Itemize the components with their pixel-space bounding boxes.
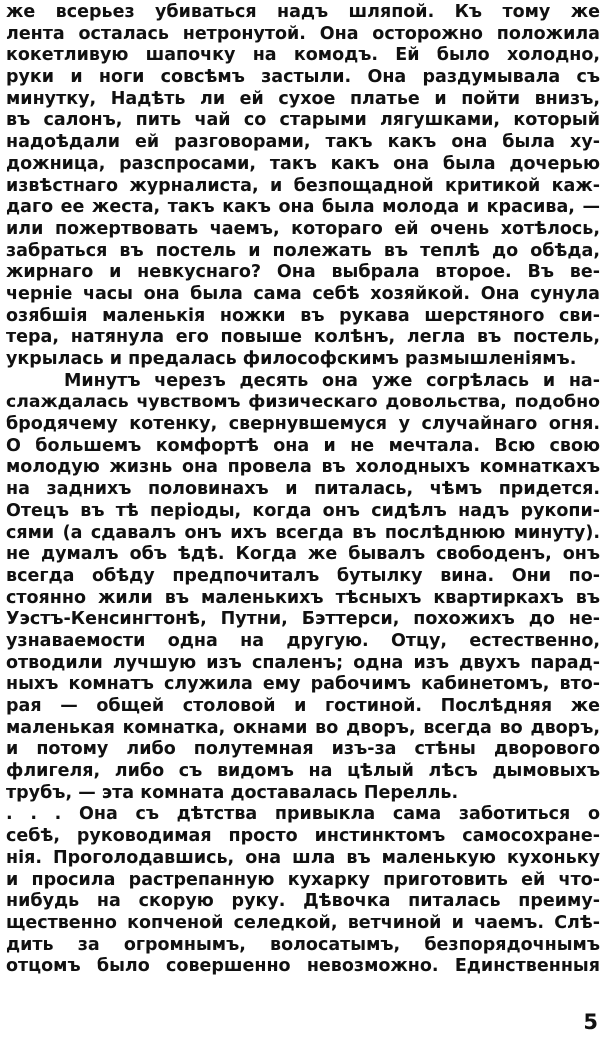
text-line: и потому либо полутемная изъ-за стѣны дворового [6,739,600,760]
text-line: въ салонъ, пить чай со старыми лягушками, который [6,110,600,131]
text-line: всегда обѣду предпочиталъ бутылку вина. Они по- [6,565,600,586]
text-line: . . . Она съ дѣтства привыкла сама заботиться о [6,804,600,825]
text-line: озябшія маленькія ножки въ рукава шерстяного сви- [6,305,600,326]
text-line: Уэстъ-Кенсингтонѣ, Путни, Бэттерси, похожихъ до не- [6,609,600,630]
text-line: сями (а сдавалъ онъ ихъ всегда въ послѣднюю минуту). [6,522,600,543]
text-line: себѣ, руководимая просто инстинктомъ самосохране- [6,826,600,847]
text-line: минутку, Надѣть ли ей сухое платье и пойти внизъ, [6,88,600,109]
text-line: отводили лучшую изъ спаленъ; одна изъ двухъ парад- [6,652,600,673]
text-line: же всерьез убиваться надъ шляпой. Къ тому же [6,2,600,22]
text-line: тера, натянула его повыше колѣнъ, легла въ постель, [6,327,600,348]
text-line: жирнаго и невкуснаго? Она выбрала второе. Въ ве- [6,262,600,283]
text-line: надоѣдали ей разговорами, такъ какъ она была ху- [6,132,600,153]
text-line: отцомъ было совершенно невозможно. Единственныя [6,956,600,977]
text-line: нія. Проголодавшись, она шла въ маленькую кухоньку [6,847,600,868]
text-line: руки и ноги совсѣмъ застыли. Она раздумывала съ [6,67,600,88]
text-line: узнаваемости одна на другую. Отцу, естественно, [6,630,600,651]
text-line: извѣстнаго журналиста, и безпощадной критикой каж- [6,175,600,196]
text-line: лента осталась нетронутой. Она осторожно положила [6,23,600,44]
text-line: молодую жизнь она провела въ холодныхъ комнаткахъ [6,457,600,478]
text-line: укрылась и предалась философскимъ размышленіямъ. [6,349,577,369]
text-line: на заднихъ половинахъ и питалась, чѣмъ придется. [6,479,600,500]
text-line: стоянно жили въ маленькихъ тѣсныхъ квартиркахъ въ [6,587,600,608]
text-line: трубъ, — эта комната доставалась Перелль. [6,782,459,803]
body-text [6,2,600,978]
text-line: дожница, разспросами, такъ какъ она была дочерью [6,153,600,174]
text-line: даго ее жеста, такъ какъ она была молода и красива, — [6,197,600,218]
text-line: бродячему котенку, свернувшемуся у случайнаго огня. [6,414,600,435]
text-line: черніе часы она была сама себѣ хозяйкой. Она сунула [6,283,600,304]
text-line: Минутъ черезъ десять она уже согрѣлась и на- [64,370,600,391]
text-line: и просила растрепанную кухарку приготовить ей что- [6,869,600,890]
text-line: флигеля, либо съ видомъ на цѣлый лѣсъ дымовыхъ [6,761,600,782]
text-line: слаждалась чувствомъ физическаго довольства, подобно [6,392,600,413]
text-line: Отецъ въ тѣ періоды, когда онъ сидѣлъ надъ рукопи- [6,500,600,521]
text-line: нибудь на скорую руку. Дѣвочка питалась преиму- [6,891,600,912]
text-line: не думалъ объ ѣдѣ. Когда же бывалъ свободенъ, онъ [6,544,600,565]
text-line: дить за огромнымъ, волосатымъ, безпорядочнымъ [6,934,600,955]
page-number: 5 [583,1010,598,1034]
text-line: маленькая комнатка, окнами во дворъ, всегда во дворъ, [6,717,600,738]
text-line: ныхъ комнатъ служила ему рабочимъ кабинетомъ, вто- [6,674,600,695]
text-line: О большемъ комфортѣ она и не мечтала. Всю свою [6,435,600,456]
text-line: щественно копченой селедкой, ветчиной и чаемъ. Слѣ- [6,912,600,933]
text-line: или пожертвовать чаемъ, котораго ей очень хотѣлось, [6,218,600,239]
text-line: кокетливую шапочку на комодъ. Ей было холодно, [6,45,600,66]
text-line: забраться въ постель и полежать въ теплѣ до обѣда, [6,240,600,261]
text-line: рая — общей столовой и гостиной. Послѣдняя же [6,696,600,716]
